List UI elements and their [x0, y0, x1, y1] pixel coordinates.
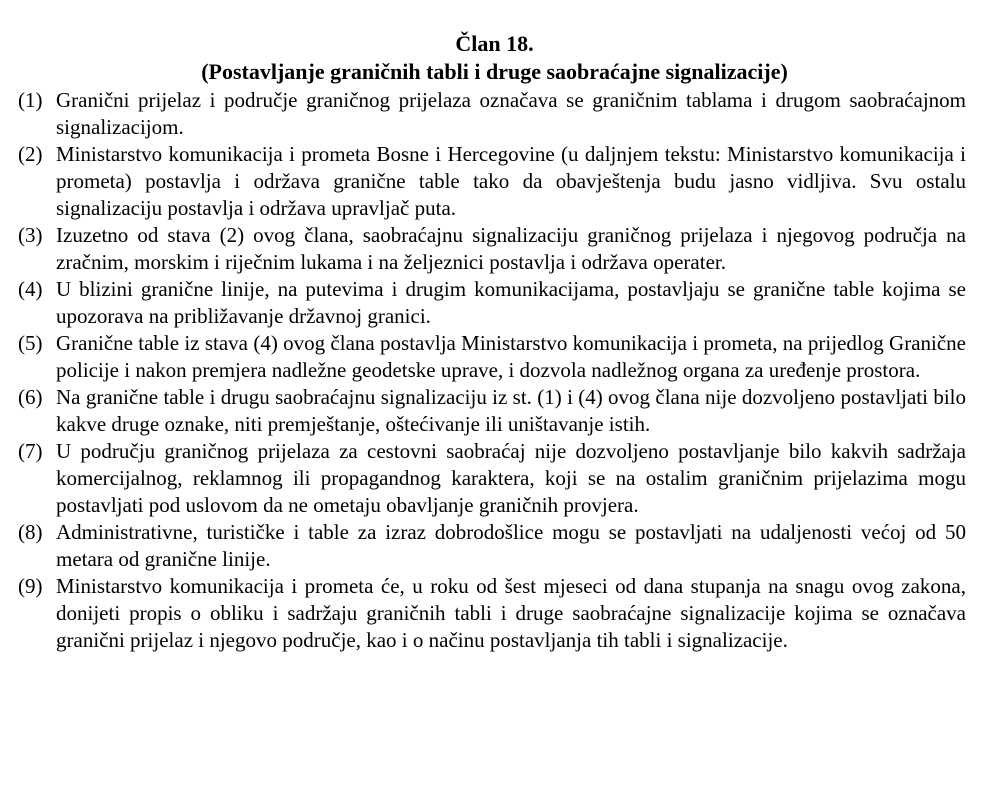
paragraph: [18, 384, 966, 438]
paragraph: [18, 573, 966, 654]
paragraph-number: (8): [18, 520, 43, 544]
paragraph-text: Na granične table i drugu saobraćajnu signalizaciju iz st. (1) i (4) ovog člana nije dozvoljeno postavljati bilo kakve druge oznake, niti premještanje, oštećivanje ili uništavanje istih.: [56, 385, 966, 436]
paragraph: [18, 222, 966, 276]
article-heading: (Postavljanje graničnih tabli i druge saobraćajne signalizacije): [201, 59, 788, 84]
paragraph-number: (3): [18, 223, 43, 247]
paragraph-text: Ministarstvo komunikacija i prometa Bosne i Hercegovine (u daljnjem tekstu: Ministarstvo komunikacija i prometa) postavlja i održava granične table tako da obavještenja budu jasno vidljiva. Svu ostalu signalizaciju postavlja i održava upravljač puta.: [56, 142, 966, 220]
paragraph-number: (5): [18, 331, 43, 355]
paragraph-number: (4): [18, 277, 43, 301]
paragraph-text: Izuzetno od stava (2) ovog člana, saobraćajnu signalizaciju graničnog prijelaza i njegovog područja na zračnim, morskim i riječnim lukama i na željeznici postavlja i održava operater.: [56, 223, 966, 274]
paragraph-number: (7): [18, 439, 43, 463]
paragraph: [18, 519, 966, 573]
paragraph-text: U području graničnog prijelaza za cestovni saobraćaj nije dozvoljeno postavljanje bilo kakvih sadržaja komercijalnog, reklamnog ili propagandnog karaktera, koji se na ostalim graničnim prijelazima mogu postavljati pod uslovom da ne ometaju obavljanje graničnih provjera.: [56, 439, 966, 517]
paragraph-text: Granične table iz stava (4) ovog člana postavlja Ministarstvo komunikacija i prometa, na prijedlog Granične policije i nakon premjera nadležne geodetske uprave, i dozvola nadležnog organa za uređenje prostora.: [56, 331, 966, 382]
paragraph-number: (6): [18, 385, 43, 409]
paragraph-number: (9): [18, 574, 43, 598]
paragraph-number: (1): [18, 88, 43, 112]
article-number: Član 18.: [455, 31, 534, 56]
paragraph-text: Administrativne, turističke i table za izraz dobrodošlice mogu se postavljati na udaljenosti većoj od 50 metara od granične linije.: [56, 520, 966, 571]
paragraph: [18, 330, 966, 384]
paragraph: [18, 141, 966, 222]
paragraph-text: U blizini granične linije, na putevima i drugim komunikacijama, postavljaju se granične table kojima se upozorava na približavanje državnoj granici.: [56, 277, 966, 328]
paragraph-text: Granični prijelaz i područje graničnog prijelaza označava se graničnim tablama i drugom saobraćajnom signalizacijom.: [56, 88, 966, 139]
paragraph-list: [18, 87, 966, 654]
paragraph: [18, 438, 966, 519]
paragraph: [18, 276, 966, 330]
paragraph-number: (2): [18, 142, 43, 166]
paragraph: [18, 87, 966, 141]
paragraph-text: Ministarstvo komunikacija i prometa će, u roku od šest mjeseci od dana stupanja na snagu ovog zakona, donijeti propis o obliku i sadržaju graničnih tabli i druge saobraćajne signalizacije kojima se označava granični prijelaz i njegovo područje, kao i o načinu postavljanja tih tabli i signalizacije.: [56, 574, 966, 652]
